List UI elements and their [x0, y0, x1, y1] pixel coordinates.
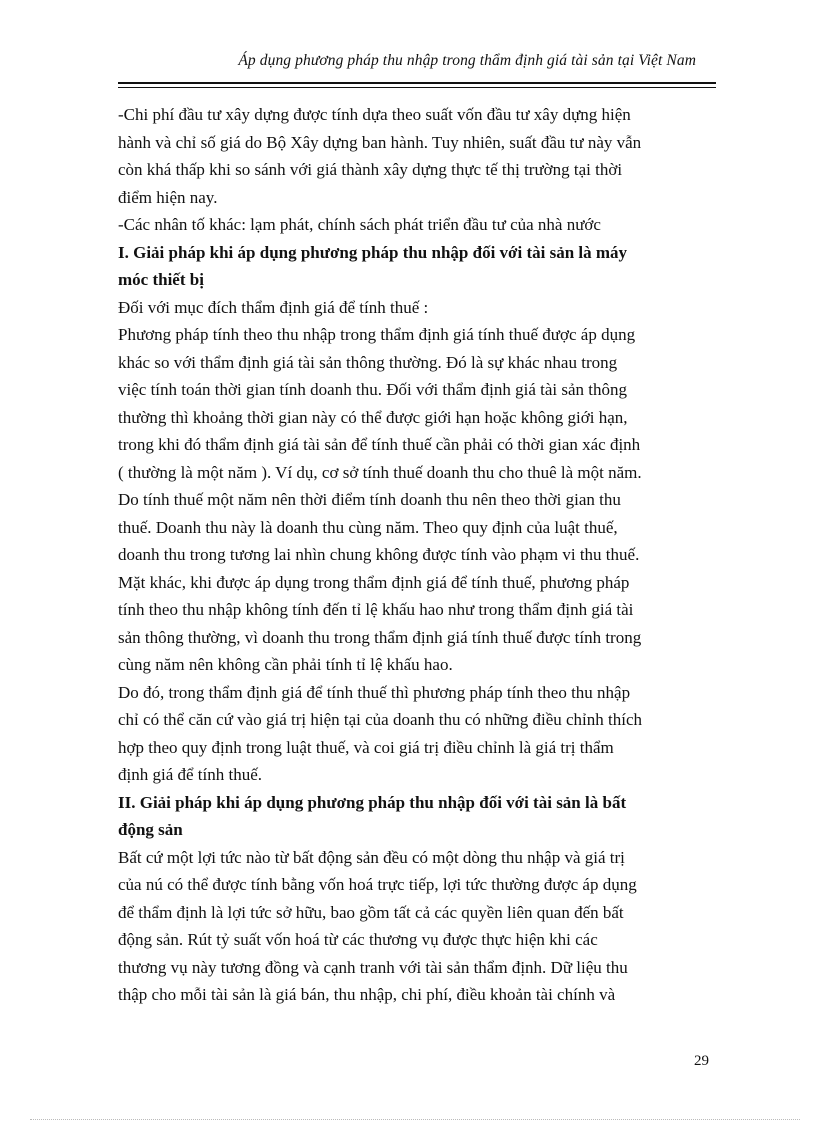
paragraph-line: thuế. Doanh thu này là doanh thu cùng năm. Theo quy định của luật thuế, — [118, 517, 618, 537]
paragraph-line: Do tính thuế một năm nên thời điểm tính doanh thu nên theo thời gian thu — [118, 490, 621, 509]
paragraph-line: còn khá thấp khi so sánh với giá thành xây dựng thực tế thị trường tại thời — [118, 160, 623, 179]
paragraph-line: thương vụ này tương đồng và cạnh tranh với tài sản thẩm định. Dữ liệu thu — [118, 957, 628, 977]
section-heading-line: móc thiết bị — [118, 270, 204, 289]
paragraph-line: hợp theo quy định trong luật thuế, và coi giá trị điều chỉnh là giá trị thẩm — [118, 737, 614, 757]
header-rule-thin — [118, 87, 716, 88]
section-heading-line: I. Giải pháp khi áp dụng phương pháp thu nhập đối với tài sản là máy — [118, 242, 628, 262]
paragraph-line: chỉ có thể căn cứ vào giá trị hiện tại của doanh thu có những điều chỉnh thích — [118, 710, 643, 729]
paragraph-line: -Chi phí đầu tư xây dựng được tính dựa theo suất vốn đầu tư xây dựng hiện — [118, 105, 631, 124]
paragraph-line: thường thì khoảng thời gian này có thể được giới hạn hoặc không giới hạn, — [118, 407, 628, 427]
paragraph-line: động sản. Rút tỷ suất vốn hoá từ các thương vụ được thực hiện khi các — [118, 930, 598, 949]
paragraph-line: Phương pháp tính theo thu nhập trong thẩm định giá tính thuế được áp dụng — [118, 325, 636, 344]
paragraph-line: định giá để tính thuế. — [118, 765, 263, 784]
paragraph-line: cùng năm nên không cần phải tính tỉ lệ khấu hao. — [118, 655, 453, 674]
paragraph-line: doanh thu trong tương lai nhìn chung không được tính vào phạm vi thu thuế. — [118, 545, 640, 564]
paragraph-line: -Các nhân tố khác: lạm phát, chính sách phát triển đầu tư của nhà nước — [118, 215, 601, 234]
paragraph-line: để thẩm định là lợi tức sở hữu, bao gồm tất cả các quyền liên quan đến bất — [118, 902, 624, 922]
paragraph-line: ( thường là một năm ). Ví dụ, cơ sở tính thuế doanh thu cho thuê là một năm. — [118, 462, 642, 482]
running-header: Áp dụng phương pháp thu nhập trong thẩm định giá tài sản tại Việt Nam — [238, 52, 696, 69]
paragraph-line: điểm hiện nay. — [118, 187, 218, 207]
paragraph-line: tính theo thu nhập không tính đến tỉ lệ khấu hao như trong thẩm định giá tài — [118, 600, 634, 619]
paragraph-line: Đối với mục đích thẩm định giá để tính thuế : — [118, 297, 429, 317]
body-text — [118, 101, 718, 1009]
footer-rule — [30, 1119, 800, 1120]
paragraph-line: hành và chỉ số giá do Bộ Xây dựng ban hành. Tuy nhiên, suất đầu tư này vẫn — [118, 132, 642, 152]
paragraph-line: Do đó, trong thẩm định giá để tính thuế thì phương pháp tính theo thu nhập — [118, 682, 631, 702]
paragraph-line: khác so với thẩm định giá tài sản thông thường. Đó là sự khác nhau trong — [118, 352, 618, 372]
paragraph-line: của nú có thể được tính bằng vốn hoá trực tiếp, lợi tức thường được áp dụng — [118, 875, 637, 894]
paragraph-line: trong khi đó thẩm định giá tài sản để tính thuế cần phải có thời gian xác định — [118, 435, 641, 454]
paragraph-line: Mặt khác, khi được áp dụng trong thẩm định giá để tính thuế, phương pháp — [118, 572, 630, 592]
paragraph-line: việc tính toán thời gian tính doanh thu. Đối với thẩm định giá tài sản thông — [118, 380, 628, 399]
page-number: 29 — [694, 1053, 709, 1069]
paragraph-line: Bất cứ một lợi tức nào từ bất động sản đều có một dòng thu nhập và giá trị — [118, 847, 625, 867]
paragraph-line: thập cho mỗi tài sản là giá bán, thu nhập, chi phí, điều khoản tài chính và — [118, 985, 616, 1004]
paragraph-line: sản thông thường, vì doanh thu trong thẩm định giá tính thuế được tính trong — [118, 627, 642, 647]
section-heading-line: II. Giải pháp khi áp dụng phương pháp thu nhập đối với tài sản là bất — [118, 792, 627, 812]
section-heading-line: động sản — [118, 820, 183, 839]
header-rule — [118, 82, 716, 84]
